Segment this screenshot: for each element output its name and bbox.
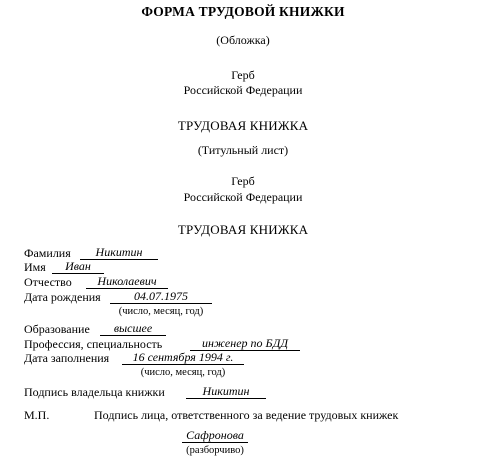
form-title: ФОРМА ТРУДОВОЙ КНИЖКИ — [141, 4, 345, 19]
education-label: Образование — [24, 322, 90, 336]
patronymic-value: Николаевич — [86, 275, 168, 289]
title-page-caption: (Титульный лист) — [197, 143, 289, 157]
fill-date-hint: (число, месяц, год) — [140, 367, 226, 378]
responsible-signature: Сафронова — [182, 429, 248, 443]
birth-date-hint: (число, месяц, год) — [118, 306, 204, 317]
fill-date-label: Дата заполнения — [24, 351, 110, 365]
name-value: Иван — [52, 260, 104, 274]
birth-date-label: Дата рождения — [24, 290, 101, 304]
cover-emblem-line2: Российской Федерации — [183, 83, 303, 97]
responsible-hint: (разборчиво) — [186, 445, 244, 456]
patronymic-label: Отчество — [24, 275, 72, 289]
cover-heading: ТРУДОВАЯ КНИЖКА — [177, 118, 309, 133]
title-page-emblem-line1: Герб — [231, 174, 255, 188]
title-page-emblem-line2: Российской Федерации — [183, 190, 303, 204]
profession-label: Профессия, специальность — [24, 337, 163, 351]
cover-emblem-line1: Герб — [231, 68, 255, 82]
birth-date-value: 04.07.1975 — [110, 290, 212, 304]
responsible-label: Подпись лица, ответственного за ведение трудовых книжек — [94, 408, 399, 422]
owner-signature-value: Никитин — [186, 385, 266, 399]
surname-label: Фамилия — [24, 246, 71, 260]
title-page-heading: ТРУДОВАЯ КНИЖКА — [177, 222, 309, 237]
name-label: Имя — [24, 260, 46, 274]
profession-value: инженер по БДД — [190, 337, 300, 351]
fill-date-value: 16 сентября 1994 г. — [122, 351, 244, 365]
owner-signature-label: Подпись владельца книжки — [24, 385, 165, 399]
cover-caption: (Обложка) — [216, 33, 270, 47]
stamp-mark: М.П. — [24, 408, 50, 422]
surname-value: Никитин — [80, 246, 158, 260]
education-value: высшее — [100, 322, 166, 336]
